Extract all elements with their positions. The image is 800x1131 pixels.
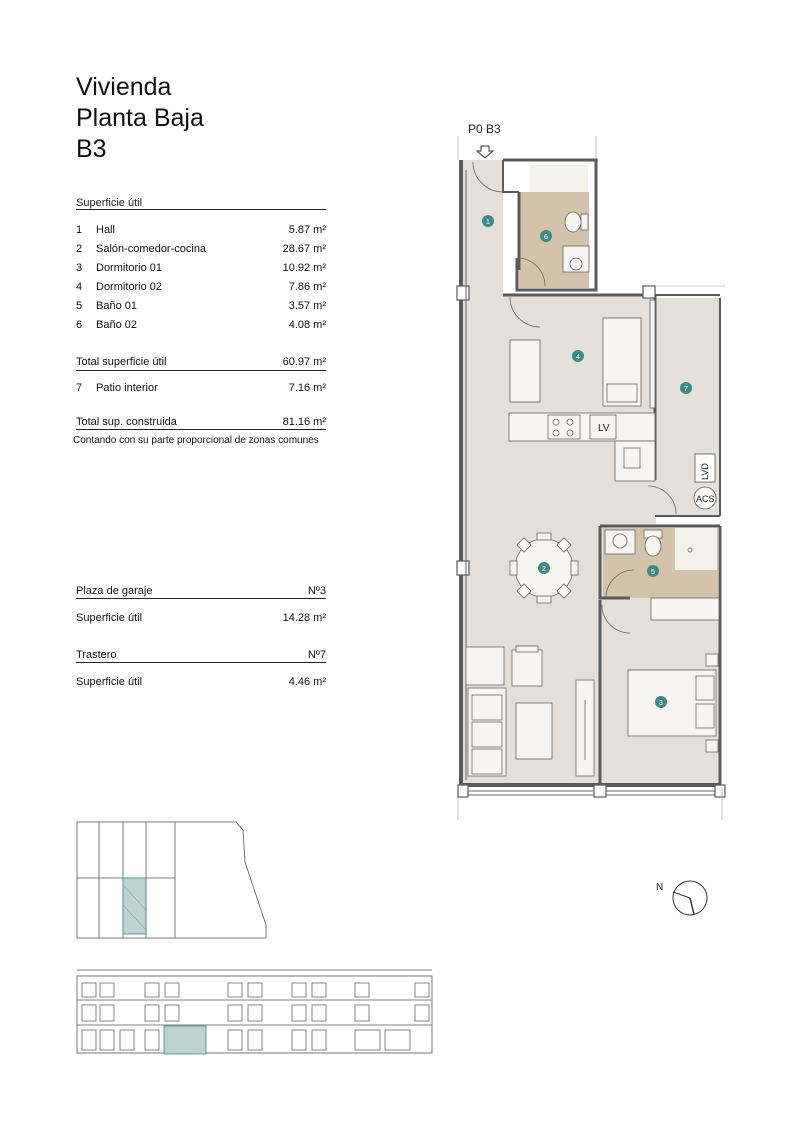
hall-floor <box>461 160 503 295</box>
row-number: 1 <box>76 224 83 236</box>
storage-surface-label: Superficie útil <box>76 676 143 688</box>
row-number: 5 <box>76 300 83 312</box>
room-marker-3 <box>655 696 667 708</box>
row-label: Dormitorio 02 <box>96 281 163 293</box>
row-value: 10.92 m² <box>282 262 326 274</box>
acs-label: ACS <box>696 494 715 504</box>
title-line-2: Planta Baja <box>76 104 204 132</box>
row-value: 28.67 m² <box>282 243 326 255</box>
row-value: 7.16 m² <box>288 382 326 394</box>
row-label: Baño 01 <box>96 300 137 312</box>
storage-label: Trastero <box>76 649 117 661</box>
svg-text:7: 7 <box>684 386 688 393</box>
row-value: 7.86 m² <box>288 281 326 293</box>
row-value: 5.87 m² <box>288 224 326 236</box>
title-line-1: Vivienda <box>76 73 172 101</box>
svg-text:1: 1 <box>486 219 490 226</box>
total-built-value: 81.16 m² <box>282 416 326 428</box>
row-label: Hall <box>96 224 115 236</box>
lvd-label: LVD <box>700 463 710 480</box>
storage-surface-value: 4.46 m² <box>288 676 326 688</box>
room-marker-1 <box>482 215 494 227</box>
svg-text:6: 6 <box>544 234 548 241</box>
row-number: 3 <box>76 262 83 274</box>
garage-label: Plaza de garaje <box>76 585 153 597</box>
svg-text:5: 5 <box>651 569 655 576</box>
bathtub <box>530 165 588 192</box>
room-marker-5 <box>647 565 659 577</box>
site-key-plan <box>77 822 266 938</box>
row-value: 4.08 m² <box>288 319 326 331</box>
surface-header: Superficie útil <box>76 197 143 209</box>
total-useful-label: Total superficie útil <box>76 356 167 368</box>
patio-floor <box>655 298 720 516</box>
row-label: Salón-comedor-cocina <box>96 243 207 255</box>
row-number: 4 <box>76 281 83 293</box>
room-marker-6 <box>540 230 552 242</box>
north-label: N <box>656 882 664 893</box>
row-value: 3.57 m² <box>288 300 326 312</box>
row-number: 6 <box>76 319 83 331</box>
row-number: 7 <box>76 382 83 394</box>
entry-arrow-icon <box>477 146 493 158</box>
common-areas-note: Contando con su parte proporcional de zonas comunes <box>73 435 319 446</box>
total-built-label: Total sup. construida <box>76 416 177 428</box>
bath-02-floor <box>519 192 589 288</box>
garage-surface-value: 14.28 m² <box>282 612 326 624</box>
svg-text:4: 4 <box>576 354 580 361</box>
entry-label: P0 B3 <box>468 122 501 136</box>
row-label: Patio interior <box>96 382 158 394</box>
storage-number: Nº7 <box>307 649 326 661</box>
shower-tray <box>675 528 717 570</box>
total-useful-value: 60.97 m² <box>282 356 326 368</box>
row-label: Dormitorio 01 <box>96 262 163 274</box>
garage-surface-label: Superficie útil <box>76 612 143 624</box>
room-marker-7 <box>680 382 692 394</box>
svg-text:2: 2 <box>542 566 546 573</box>
north-compass <box>656 880 716 920</box>
lv-label: LV <box>598 423 610 434</box>
garage-number: Nº3 <box>307 585 326 597</box>
compass-icon <box>664 880 714 920</box>
row-label: Baño 02 <box>96 319 137 331</box>
title-line-3: B3 <box>76 135 107 163</box>
room-marker-2 <box>538 562 550 574</box>
facade-elevation <box>77 970 432 1054</box>
row-number: 2 <box>76 243 83 255</box>
room-marker-4 <box>572 350 584 362</box>
svg-text:3: 3 <box>659 700 663 707</box>
